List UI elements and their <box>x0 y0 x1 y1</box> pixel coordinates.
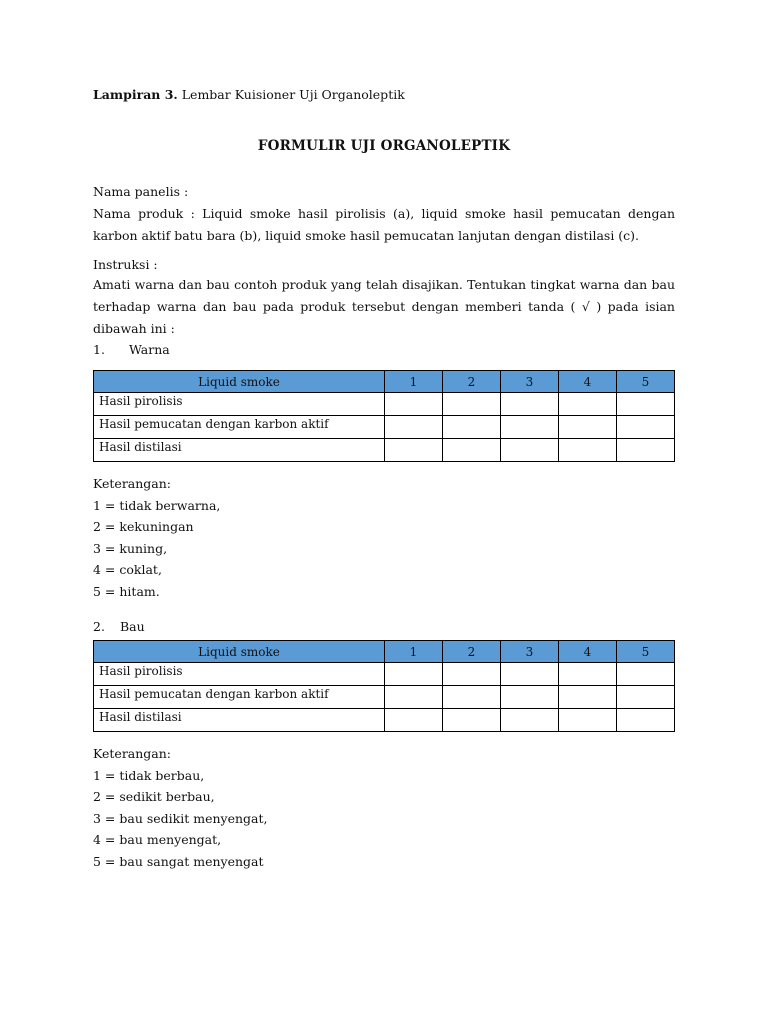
table-row <box>94 416 675 439</box>
form-title: FORMULIR UJI ORGANOLEPTIK <box>257 138 511 154</box>
rating-cell[interactable] <box>559 709 617 732</box>
legend-item: 2 = sedikit berbau, <box>93 789 215 804</box>
header-cell: 4 <box>559 371 617 393</box>
rating-cell[interactable] <box>617 416 675 439</box>
header-cell: 3 <box>501 371 559 393</box>
table-row <box>94 709 675 732</box>
rating-cell[interactable] <box>617 393 675 416</box>
legend-label: Keterangan: <box>93 746 172 761</box>
rating-cell[interactable] <box>617 439 675 462</box>
odor-rating-table <box>93 640 675 732</box>
legend-item: 5 = bau sangat menyengat <box>93 853 264 869</box>
rating-cell[interactable] <box>443 709 501 732</box>
header-cell: 1 <box>385 641 443 663</box>
rating-cell[interactable] <box>443 393 501 416</box>
rating-cell[interactable] <box>443 416 501 439</box>
rating-cell[interactable] <box>385 686 443 709</box>
appendix-caption <box>93 87 405 102</box>
legend-item: 1 = tidak berbau, <box>93 767 205 783</box>
rating-cell[interactable] <box>559 686 617 709</box>
rating-cell[interactable] <box>617 709 675 732</box>
rating-cell[interactable] <box>385 663 443 686</box>
table-header-row <box>94 371 675 393</box>
legend-item: 1 = tidak berwarna, <box>93 497 221 513</box>
rating-cell[interactable] <box>559 663 617 686</box>
header-cell: 5 <box>617 371 675 393</box>
color-legend <box>93 473 220 602</box>
rating-cell[interactable] <box>385 416 443 439</box>
color-rating-table <box>93 370 675 462</box>
rating-cell[interactable] <box>385 709 443 732</box>
table-header-row <box>94 641 675 663</box>
header-cell: 3 <box>501 641 559 663</box>
header-cell: 4 <box>559 641 617 663</box>
legend-item: 4 = coklat, <box>93 562 162 577</box>
header-cell: Liquid smoke <box>94 641 385 663</box>
table-row <box>94 686 675 709</box>
appendix-caption-bold: Lampiran 3. <box>93 87 178 102</box>
row-label: Hasil pirolisis <box>94 663 385 686</box>
appendix-caption-text: Lembar Kuisioner Uji Organoleptik <box>177 87 405 102</box>
section-number: 2. <box>93 619 105 634</box>
rating-cell[interactable] <box>501 686 559 709</box>
rating-cell[interactable] <box>385 393 443 416</box>
legend-item: 3 = kuning, <box>93 540 168 556</box>
legend-item: 5 = hitam. <box>93 583 160 599</box>
table-row <box>94 663 675 686</box>
instructions-paragraph: Amati warna dan bau contoh produk yang telah disajikan. Tentukan tingkat warna dan bau terhadap warna dan bau pada produk tersebut dengan memberi tanda ( √ ) pada isian dibawah ini : <box>93 277 675 336</box>
legend-label: Keterangan: <box>93 476 172 491</box>
rating-cell[interactable] <box>559 439 617 462</box>
header-cell: 2 <box>443 371 501 393</box>
row-label: Hasil pemucatan dengan karbon aktif <box>94 686 385 709</box>
row-label: Hasil distilasi <box>94 709 385 732</box>
rating-cell[interactable] <box>559 416 617 439</box>
rating-cell[interactable] <box>443 686 501 709</box>
section-number: 1. <box>93 342 105 357</box>
row-label: Hasil distilasi <box>94 439 385 462</box>
rating-cell[interactable] <box>443 439 501 462</box>
panelist-name-label: Nama panelis : <box>93 184 189 199</box>
section-heading-bau <box>93 619 145 634</box>
product-name-paragraph: Nama produk : Liquid smoke hasil pirolisis (a), liquid smoke hasil pemucatan dengan karbon aktif batu bara (b), liquid smoke hasil pemucatan lanjutan dengan distilasi (c). <box>93 206 675 243</box>
row-label: Hasil pirolisis <box>94 393 385 416</box>
legend-item: 4 = bau menyengat, <box>93 832 222 847</box>
header-cell: 5 <box>617 641 675 663</box>
rating-cell[interactable] <box>501 663 559 686</box>
rating-cell[interactable] <box>501 393 559 416</box>
row-label: Hasil pemucatan dengan karbon aktif <box>94 416 385 439</box>
legend-item: 2 = kekuningan <box>93 519 194 534</box>
header-cell: 2 <box>443 641 501 663</box>
header-cell: Liquid smoke <box>94 371 385 393</box>
odor-legend <box>93 743 268 872</box>
table-row <box>94 393 675 416</box>
rating-cell[interactable] <box>443 663 501 686</box>
rating-cell[interactable] <box>559 393 617 416</box>
rating-cell[interactable] <box>501 709 559 732</box>
rating-cell[interactable] <box>617 663 675 686</box>
rating-cell[interactable] <box>617 686 675 709</box>
section-name: Warna <box>129 342 170 357</box>
section-name: Bau <box>120 619 145 634</box>
rating-cell[interactable] <box>501 416 559 439</box>
header-cell: 1 <box>385 371 443 393</box>
section-heading-warna <box>93 342 170 357</box>
instructions-label: Instruksi : <box>93 257 158 272</box>
rating-cell[interactable] <box>385 439 443 462</box>
legend-item: 3 = bau sedikit menyengat, <box>93 810 268 826</box>
table-row <box>94 439 675 462</box>
rating-cell[interactable] <box>501 439 559 462</box>
